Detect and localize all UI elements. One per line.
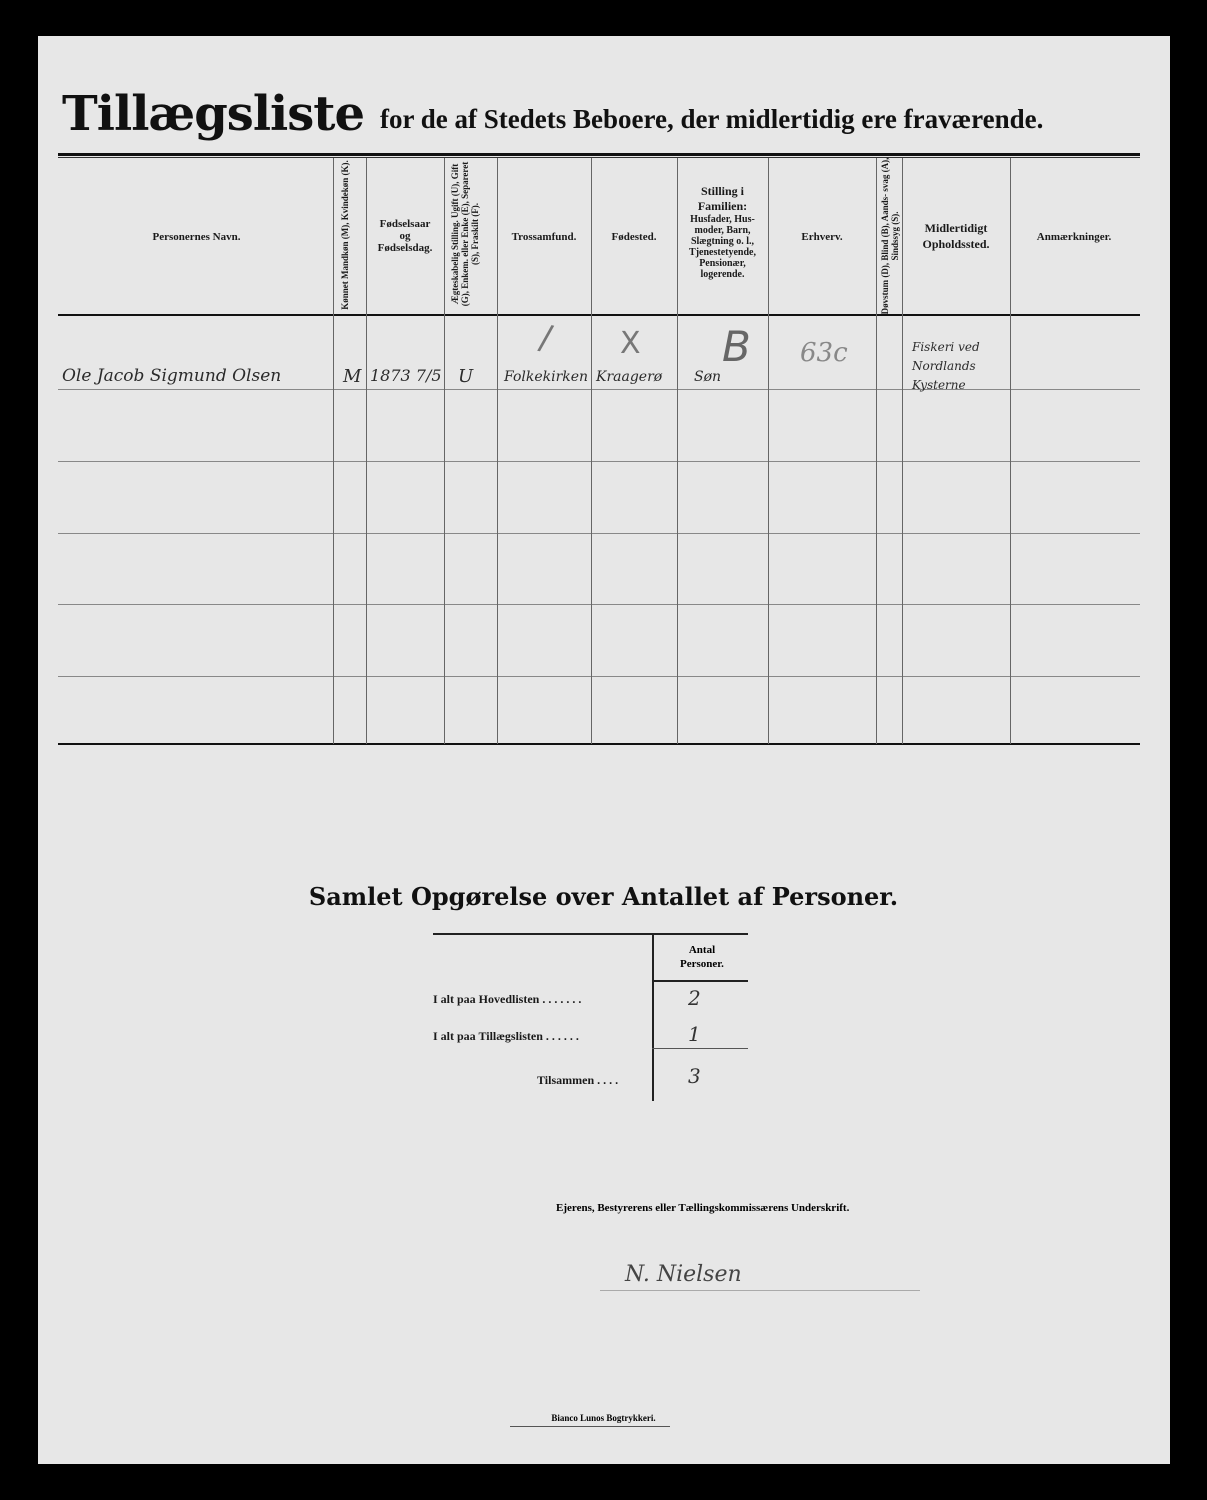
table-bottom-rule [58, 743, 1140, 745]
col-divider [444, 158, 445, 744]
header-bottom-rule [58, 314, 1140, 316]
header-family-line: logerende. [700, 269, 745, 280]
header-family-position [677, 184, 768, 280]
title-subtitle-text: for de af Stedets Beboere, der midlertidig ere [380, 104, 897, 134]
header-disability: Døvstum (D), Blind (B), Aands- svag (A), Sindssyg (S). [880, 157, 900, 315]
col-divider [333, 158, 334, 744]
header-gender: Kønnet Mandkøn (M), Kvindekøn (K). [340, 160, 350, 310]
col-divider [768, 158, 769, 744]
header-family-line: Husfader, Hus- [690, 214, 755, 225]
header-name: Personernes Navn. [152, 231, 241, 243]
header-temp-line: Midlertidigt [924, 221, 988, 235]
cell-marital: U [458, 366, 474, 387]
header-birth-line: og [399, 230, 411, 242]
title-main: Tillægsliste [62, 86, 365, 142]
row-divider [58, 604, 1140, 605]
table-top-rule-thin [58, 157, 1140, 158]
cell-occupation-code: 63c [800, 338, 848, 368]
header-birthplace: Fødested. [611, 231, 657, 243]
summary-col-header-line: Personer. [680, 958, 724, 970]
header-family-line: Stilling i [700, 184, 744, 198]
summary-col-header [654, 943, 750, 971]
cell-birth: 1873 7/5 [370, 366, 442, 385]
cell-gender: M [343, 366, 362, 387]
cell-birthplace: Kraagerø [596, 369, 663, 385]
summary-header-rule [652, 980, 748, 982]
printer-imprint: Bianco Lunos Bogtrykkeri. [551, 1413, 656, 1423]
summary-value-total: 3 [688, 1064, 701, 1088]
summary-title: Samlet Opgørelse over Antallet af Personer. [308, 882, 899, 911]
summary-value-main-list: 2 [688, 986, 701, 1010]
cell-temp-line: Nordlands [912, 359, 976, 373]
summary-value-supplement-list: 1 [688, 1022, 701, 1046]
summary-total-rule [652, 1048, 748, 1049]
header-family-line: Familien: [697, 199, 748, 213]
cell-family-position: Søn [694, 369, 722, 385]
header-remarks: Anmærkninger. [1036, 231, 1112, 243]
header-birth-line: Fødselsaar [379, 218, 431, 230]
summary-label-main-list: I alt paa Hovedlisten . . . . . . . [433, 992, 582, 1006]
header-occupation: Erhverv. [801, 231, 843, 243]
header-temp-residence [902, 220, 1010, 252]
summary-label-supplement-list: I alt paa Tillægslisten . . . . . . [433, 1029, 579, 1043]
signature-line [600, 1290, 920, 1291]
table-top-rule [58, 153, 1140, 156]
row-divider [58, 533, 1140, 534]
title-subtitle [380, 104, 1043, 135]
col-divider [1010, 158, 1011, 744]
header-family-line: moder, Barn, [694, 225, 751, 236]
header-religion: Trossamfund. [511, 231, 577, 243]
signature: N. Nielsen [625, 1262, 742, 1287]
header-birth-line: Fødselsdag. [377, 242, 433, 254]
summary-label-total: Tilsammen . . . . [537, 1073, 619, 1087]
summary-top-rule [433, 933, 748, 935]
header-birth [366, 218, 444, 254]
cell-name: Ole Jacob Sigmund Olsen [62, 366, 282, 386]
header-family-line: Tjenestetyende, [689, 247, 756, 258]
row-divider [58, 676, 1140, 677]
col-divider [876, 158, 877, 744]
header-temp-line: Opholdssted. [922, 237, 990, 251]
cell-temp-line: Fiskeri ved [912, 340, 980, 354]
header-family-line: Slægtning o. l., [690, 236, 755, 247]
summary-col-header-line: Antal [688, 944, 716, 956]
form-title [62, 86, 1112, 142]
col-divider [497, 158, 498, 744]
row-divider [58, 461, 1140, 462]
cell-religion: Folkekirken [504, 369, 589, 385]
cell-temp-line: Kysterne [912, 378, 966, 392]
header-family-line: Pensionær, [699, 258, 746, 269]
cell-temp-residence [912, 338, 980, 395]
header-marital: Ægteskabelig Stilling. Ugift (U), Gift (G), Enkem. eller Enke (E), Separeret (S), Fraskilt (F). [450, 161, 480, 307]
signature-label: Ejerens, Bestyrerens eller Tællingskommissærens Underskrift. [556, 1202, 850, 1214]
religion-tick-mark: / [535, 317, 556, 359]
family-code-mark: B [722, 322, 751, 371]
printer-underline [510, 1426, 670, 1427]
birthplace-x-mark: X [620, 326, 641, 361]
col-divider [591, 158, 592, 744]
title-emphasis: fraværende. [903, 104, 1044, 134]
